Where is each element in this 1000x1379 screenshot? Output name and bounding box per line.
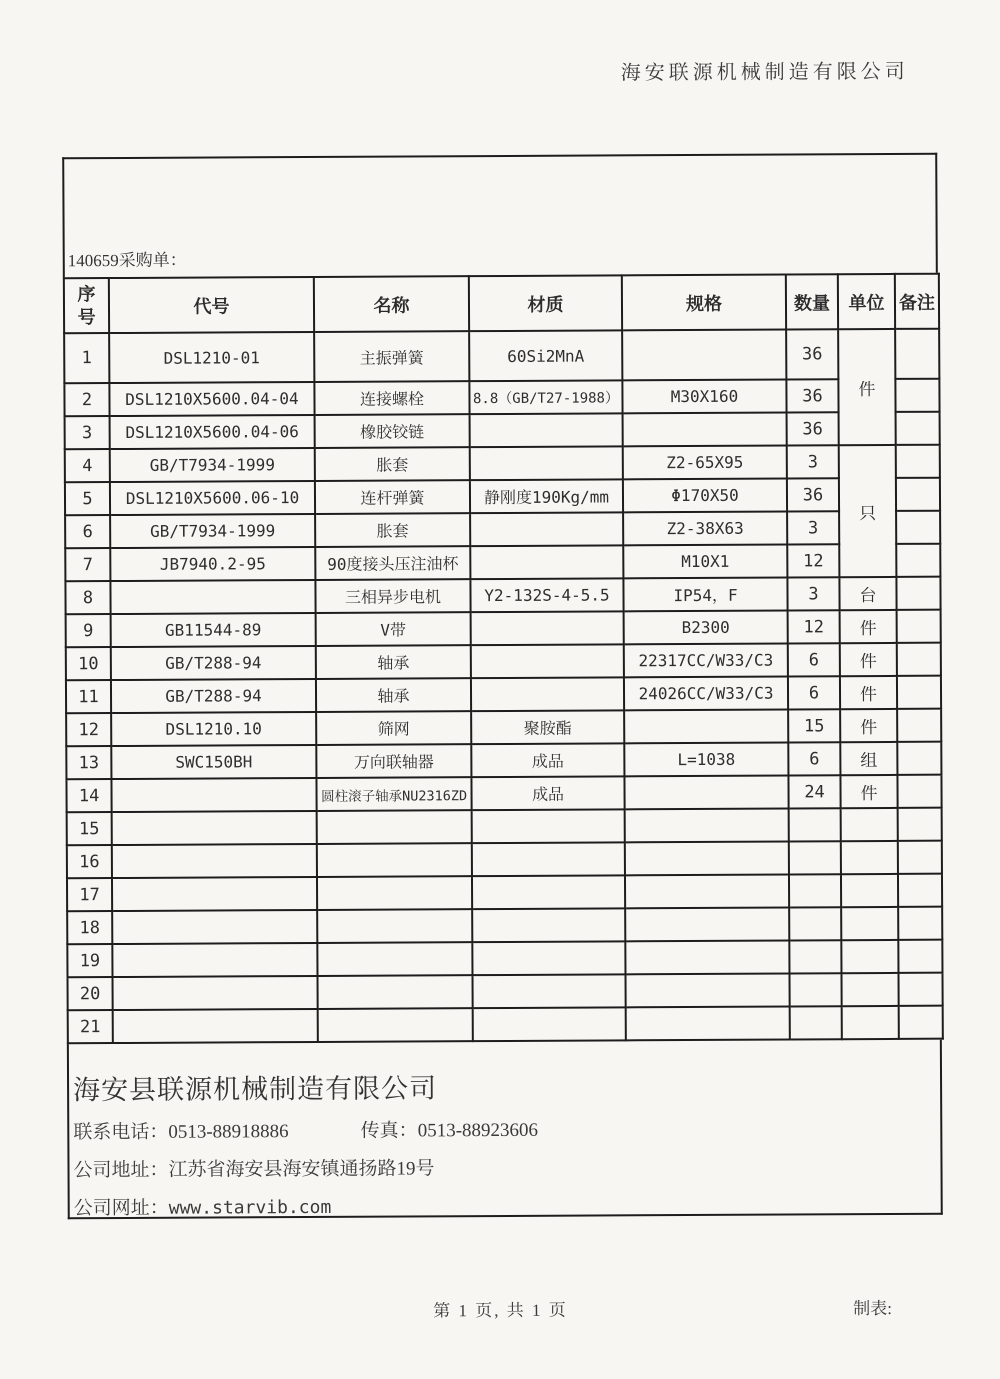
cell-material bbox=[472, 842, 625, 876]
cell-qty: 3 bbox=[787, 511, 839, 544]
cell-unit: 件 bbox=[840, 676, 897, 709]
cell-qty: 12 bbox=[787, 544, 839, 577]
cell-qty: 36 bbox=[786, 329, 838, 379]
cell-name: 连杆弹簧 bbox=[315, 480, 470, 514]
cell-name: 万向联轴器 bbox=[316, 744, 471, 778]
cell-qty bbox=[789, 940, 841, 973]
cell-no: 10 bbox=[66, 647, 111, 680]
company-address-line bbox=[73, 1151, 932, 1182]
cell-material bbox=[472, 908, 625, 942]
table-row bbox=[68, 1006, 943, 1044]
cell-unit: 件 bbox=[840, 610, 897, 643]
table-row bbox=[66, 709, 941, 747]
cell-name: 连接螺栓 bbox=[314, 381, 469, 415]
cell-code bbox=[113, 976, 318, 1010]
column-header-1: 代号 bbox=[109, 277, 314, 333]
cell-no: 13 bbox=[66, 746, 111, 779]
address-label: 公司地址： bbox=[73, 1159, 169, 1182]
cell-qty: 36 bbox=[786, 379, 838, 412]
cell-name bbox=[317, 876, 472, 910]
cell-name: 筛网 bbox=[316, 711, 471, 745]
cell-qty bbox=[789, 808, 841, 841]
table-row bbox=[68, 973, 943, 1011]
company-phone-line bbox=[73, 1113, 932, 1144]
order-sheet bbox=[62, 153, 943, 1220]
cell-material: 8.8（GB/T27-1988） bbox=[469, 380, 622, 414]
cell-remark bbox=[898, 841, 942, 874]
table-row bbox=[67, 874, 942, 912]
cell-no: 5 bbox=[65, 482, 110, 515]
cell-spec bbox=[622, 329, 786, 380]
cell-code: JB7940.2-95 bbox=[110, 547, 315, 581]
table-row bbox=[67, 808, 942, 846]
cell-material: 静刚度190Kg/mm bbox=[470, 479, 623, 513]
cell-code: DSL1210.10 bbox=[111, 712, 316, 746]
cell-qty: 6 bbox=[788, 643, 840, 676]
cell-unit: 件 bbox=[840, 643, 897, 676]
cell-qty bbox=[790, 1006, 842, 1039]
table-row bbox=[66, 610, 941, 648]
column-header-6: 单位 bbox=[838, 274, 895, 329]
cell-spec bbox=[625, 874, 789, 908]
cell-no: 9 bbox=[66, 614, 111, 647]
cell-unit bbox=[841, 874, 898, 907]
cell-no: 2 bbox=[64, 383, 109, 416]
company-name: 海安县联源机械制造有限公司 bbox=[73, 1073, 438, 1106]
cell-spec: IP54，F bbox=[623, 577, 787, 611]
cell-qty: 12 bbox=[788, 610, 840, 643]
cell-qty: 15 bbox=[788, 709, 840, 742]
column-header-3: 材质 bbox=[469, 275, 622, 331]
cell-code: DSL1210X5600.04-04 bbox=[109, 382, 314, 416]
cell-remark bbox=[896, 478, 940, 511]
cell-code bbox=[112, 844, 317, 878]
cell-code: DSL1210X5600.04-06 bbox=[110, 415, 315, 449]
cell-name: 圆柱滚子轴承NU2316ZD bbox=[316, 777, 471, 811]
table-row bbox=[67, 907, 942, 945]
cell-code: DSL1210-01 bbox=[109, 332, 314, 383]
cell-code: DSL1210X5600.06-10 bbox=[110, 481, 315, 515]
cell-qty: 6 bbox=[788, 742, 840, 775]
cell-unit: 只 bbox=[839, 445, 897, 577]
cell-qty: 6 bbox=[788, 676, 840, 709]
cell-spec bbox=[624, 709, 788, 743]
cell-code bbox=[112, 877, 317, 911]
phone-value: 0513-88918886 bbox=[168, 1121, 289, 1143]
cell-material bbox=[472, 941, 625, 975]
cell-name: 轴承 bbox=[316, 645, 471, 679]
column-header-2: 名称 bbox=[314, 276, 469, 332]
table-row bbox=[65, 511, 940, 549]
table-row bbox=[65, 445, 940, 483]
cell-spec: Φ170X50 bbox=[623, 478, 787, 512]
column-header-5: 数量 bbox=[786, 274, 838, 329]
cell-code: GB/T7934-1999 bbox=[110, 448, 315, 482]
cell-no: 14 bbox=[66, 779, 111, 812]
cell-spec bbox=[626, 1006, 790, 1040]
cell-no: 17 bbox=[67, 878, 112, 911]
cell-no: 18 bbox=[67, 911, 112, 944]
cell-code bbox=[110, 580, 315, 614]
table-row bbox=[65, 577, 940, 615]
cell-name bbox=[317, 909, 472, 943]
table-row bbox=[64, 379, 939, 417]
cell-spec: B2300 bbox=[624, 610, 788, 644]
company-website-line bbox=[74, 1189, 933, 1220]
cell-name bbox=[317, 975, 472, 1009]
cell-unit bbox=[841, 973, 898, 1006]
cell-remark bbox=[896, 544, 940, 577]
table-row bbox=[65, 412, 940, 450]
cell-spec bbox=[625, 907, 789, 941]
table-row bbox=[67, 940, 942, 978]
cell-qty: 36 bbox=[787, 412, 839, 445]
cell-spec: M10X1 bbox=[623, 544, 787, 578]
table-row bbox=[66, 775, 941, 813]
column-header-7: 备注 bbox=[895, 274, 939, 329]
cell-no: 15 bbox=[67, 812, 112, 845]
fax-value: 0513-88923606 bbox=[417, 1119, 539, 1142]
cell-code bbox=[111, 778, 316, 812]
cell-qty: 3 bbox=[787, 445, 839, 478]
table-row bbox=[66, 742, 941, 780]
cell-unit bbox=[841, 841, 898, 874]
cell-material bbox=[472, 875, 625, 909]
table-row bbox=[66, 643, 941, 681]
cell-unit bbox=[842, 1006, 899, 1039]
cell-material bbox=[473, 1007, 626, 1041]
cell-material bbox=[470, 545, 623, 579]
cell-no: 7 bbox=[65, 548, 110, 581]
cell-spec: 22317CC/W33/C3 bbox=[624, 643, 788, 677]
cell-name: 三相异步电机 bbox=[315, 579, 470, 613]
cell-material bbox=[471, 611, 624, 645]
phone-label: 联系电话： bbox=[73, 1121, 169, 1144]
cell-qty bbox=[789, 874, 841, 907]
cell-no: 12 bbox=[66, 713, 111, 746]
cell-code bbox=[112, 910, 317, 944]
cell-code bbox=[113, 1009, 318, 1043]
column-header-4: 规格 bbox=[622, 274, 786, 330]
cell-remark bbox=[897, 676, 941, 709]
table-row bbox=[64, 329, 939, 384]
cell-remark bbox=[896, 511, 940, 544]
cell-unit: 台 bbox=[839, 577, 896, 610]
address-value: 江苏省海安县海安镇通扬路19号 bbox=[168, 1158, 435, 1181]
cell-no: 4 bbox=[65, 449, 110, 482]
cell-unit bbox=[841, 808, 898, 841]
cell-no: 11 bbox=[66, 680, 111, 713]
cell-no: 19 bbox=[67, 944, 112, 977]
cell-remark bbox=[896, 577, 940, 610]
cell-name: 轴承 bbox=[316, 678, 471, 712]
cell-no: 3 bbox=[65, 416, 110, 449]
cell-spec bbox=[624, 775, 788, 809]
cell-material: 60Si2MnA bbox=[469, 330, 622, 381]
cell-name bbox=[318, 1008, 473, 1042]
cell-name bbox=[317, 942, 472, 976]
order-table bbox=[63, 273, 944, 1045]
cell-material: 成品 bbox=[471, 776, 624, 810]
cell-remark bbox=[896, 412, 940, 445]
cell-qty bbox=[789, 841, 841, 874]
cell-material bbox=[472, 974, 625, 1008]
cell-spec: 24026CC/W33/C3 bbox=[624, 676, 788, 710]
cell-name: 90度接头压注油杯 bbox=[315, 546, 470, 580]
sheet-header-area bbox=[62, 153, 938, 278]
cell-no: 8 bbox=[65, 581, 110, 614]
column-header-0: 序号 bbox=[64, 278, 109, 333]
cell-qty: 24 bbox=[788, 775, 840, 808]
cell-spec bbox=[625, 973, 789, 1007]
cell-unit bbox=[841, 907, 898, 940]
cell-code: SWC150BH bbox=[111, 745, 316, 779]
cell-material bbox=[470, 512, 623, 546]
cell-no: 1 bbox=[64, 333, 109, 383]
cell-remark bbox=[899, 1006, 943, 1039]
cell-code: GB/T288-94 bbox=[111, 679, 316, 713]
cell-material bbox=[472, 809, 625, 843]
cell-material bbox=[470, 413, 623, 447]
cell-material: 聚胺酯 bbox=[471, 710, 624, 744]
cell-spec: Z2-65X95 bbox=[623, 445, 787, 479]
cell-name: 主振弹簧 bbox=[314, 331, 469, 382]
cell-remark bbox=[897, 610, 941, 643]
cell-unit bbox=[841, 940, 898, 973]
cell-code bbox=[112, 943, 317, 977]
website-label: 公司网址： bbox=[73, 1197, 169, 1220]
cell-name: 胀套 bbox=[315, 447, 470, 481]
cell-remark bbox=[896, 445, 940, 478]
cell-unit: 件 bbox=[840, 709, 897, 742]
cell-remark bbox=[898, 940, 942, 973]
website-value: www.starvib.com bbox=[168, 1196, 332, 1219]
cell-unit: 组 bbox=[840, 742, 897, 775]
cell-remark bbox=[898, 874, 942, 907]
cell-material bbox=[471, 677, 624, 711]
cell-remark bbox=[897, 709, 941, 742]
company-info-block bbox=[67, 1040, 943, 1220]
cell-material: 成品 bbox=[471, 743, 624, 777]
cell-spec bbox=[625, 841, 789, 875]
page-number: 第 1 页, 共 1 页 bbox=[433, 1300, 568, 1321]
letterhead-company-name: 海安联源机械制造有限公司 bbox=[620, 60, 909, 85]
table-row bbox=[65, 478, 940, 516]
cell-remark bbox=[897, 643, 941, 676]
cell-remark bbox=[897, 775, 941, 808]
cell-code: GB/T288-94 bbox=[111, 646, 316, 680]
cell-remark bbox=[897, 742, 941, 775]
fax-label: 传真： bbox=[360, 1120, 418, 1142]
cell-remark bbox=[898, 808, 942, 841]
cell-name: V带 bbox=[316, 612, 471, 646]
cell-remark bbox=[898, 973, 942, 1006]
cell-spec: M30X160 bbox=[622, 379, 786, 413]
cell-spec: L=1038 bbox=[624, 742, 788, 776]
table-row bbox=[66, 676, 941, 714]
table-row bbox=[65, 544, 940, 582]
cell-no: 21 bbox=[68, 1010, 113, 1043]
table-header-row bbox=[64, 274, 939, 334]
cell-remark bbox=[895, 379, 939, 412]
cell-qty: 3 bbox=[787, 577, 839, 610]
cell-unit: 件 bbox=[840, 775, 897, 808]
cell-material: Y2-132S-4-5.5 bbox=[470, 578, 623, 612]
cell-code: GB/T7934-1999 bbox=[110, 514, 315, 548]
cell-no: 6 bbox=[65, 515, 110, 548]
maker-label: 制表: bbox=[853, 1298, 893, 1319]
cell-no: 20 bbox=[68, 977, 113, 1010]
cell-remark bbox=[895, 329, 939, 379]
cell-material bbox=[471, 644, 624, 678]
cell-no: 16 bbox=[67, 845, 112, 878]
cell-qty bbox=[789, 907, 841, 940]
cell-unit: 件 bbox=[838, 329, 896, 445]
cell-spec bbox=[625, 940, 789, 974]
table-row bbox=[67, 841, 942, 879]
cell-code bbox=[112, 811, 317, 845]
cell-spec bbox=[623, 412, 787, 446]
cell-code: GB11544-89 bbox=[111, 613, 316, 647]
cell-spec bbox=[625, 808, 789, 842]
cell-name: 橡胶铰链 bbox=[315, 414, 470, 448]
cell-spec: Z2-38X63 bbox=[623, 511, 787, 545]
cell-material bbox=[470, 446, 623, 480]
order-number-label: 140659采购单： bbox=[67, 250, 187, 271]
cell-name bbox=[317, 843, 472, 877]
cell-name bbox=[317, 810, 472, 844]
cell-name: 胀套 bbox=[315, 513, 470, 547]
cell-remark bbox=[898, 907, 942, 940]
cell-qty bbox=[789, 973, 841, 1006]
cell-qty: 36 bbox=[787, 478, 839, 511]
